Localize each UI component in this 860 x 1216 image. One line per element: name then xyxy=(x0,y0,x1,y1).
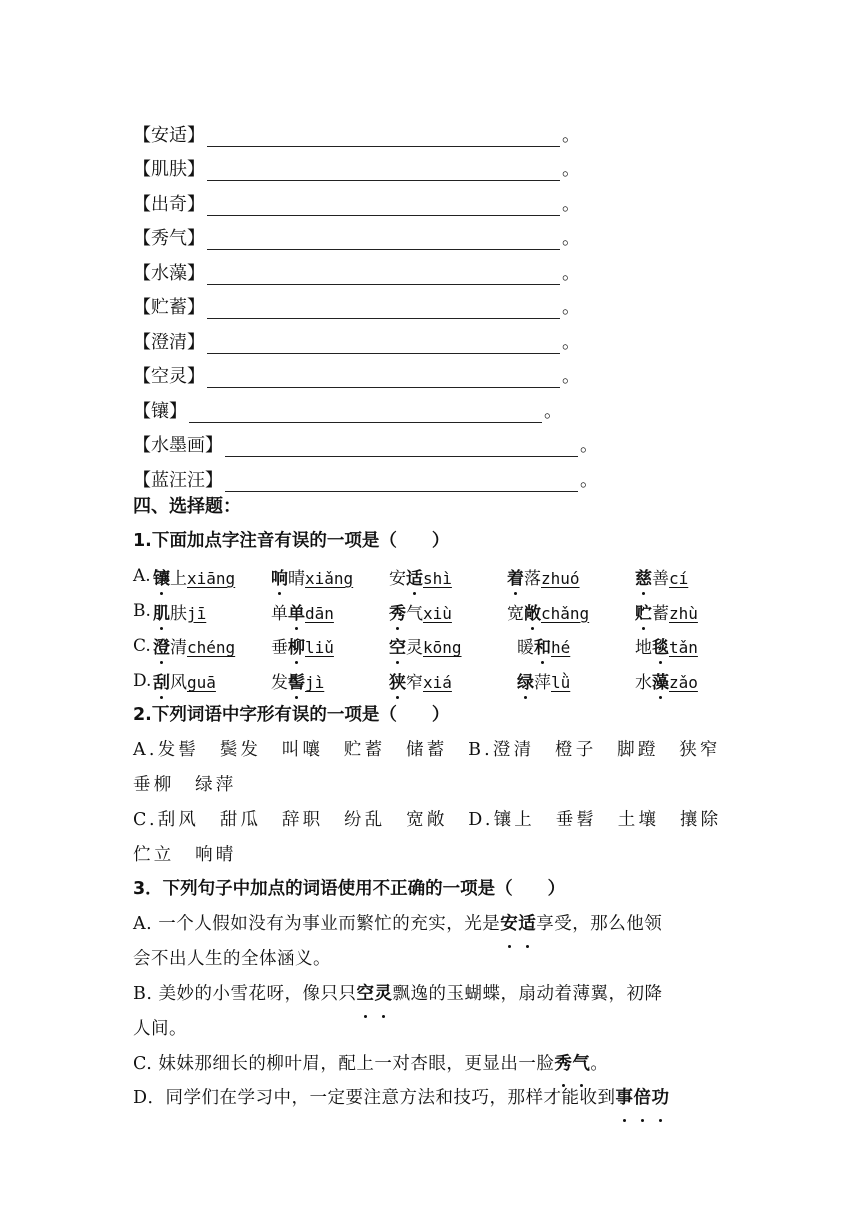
q3-option-b[interactable]: B. 美妙的小雪花呀，像只只空灵飘逸的玉蝴蝶，扇动着薄翼，初降 xyxy=(133,977,733,1012)
vocab-end: 。 xyxy=(544,400,562,422)
pinyin: dān xyxy=(305,603,334,623)
pinyin-item: 澄清chéng xyxy=(153,633,271,658)
pinyin: xiǎng xyxy=(305,568,354,588)
pinyin: shì xyxy=(423,568,452,588)
pinyin-item: 秀气xiù xyxy=(389,599,507,624)
answer-blank[interactable] xyxy=(207,128,560,147)
pinyin: xiāng xyxy=(187,568,236,588)
pinyin-item: 单单dān xyxy=(271,599,389,624)
q3-option-a[interactable]: A. 一个人假如没有为事业而繁忙的充实，光是安适享受，那么他领 xyxy=(133,907,733,942)
option-label: D. xyxy=(133,670,152,691)
vocab-end: 。 xyxy=(562,262,580,284)
answer-blank[interactable] xyxy=(207,231,560,250)
vocab-end: 。 xyxy=(580,469,598,491)
pinyin-item: 空灵kōng xyxy=(389,633,517,658)
vocab-row xyxy=(133,423,753,458)
pinyin: liǔ xyxy=(305,638,334,658)
q2-line: 垂柳 绿萍 xyxy=(133,774,237,795)
q1-option-b[interactable] xyxy=(133,594,733,629)
vocab-row xyxy=(133,216,753,251)
pinyin-item: 地毯tǎn xyxy=(635,633,698,658)
pinyin: zhuó xyxy=(541,568,580,588)
pinyin: lǜ xyxy=(551,673,571,693)
vocab-term: 【澄清】 xyxy=(133,331,205,353)
vocab-term: 【出奇】 xyxy=(133,193,205,215)
pinyin: chéng xyxy=(187,638,236,658)
q3-option-b-cont: 人间。 xyxy=(133,1018,187,1039)
pinyin-item: 绿萍lǜ xyxy=(517,668,635,693)
q1-option-d[interactable] xyxy=(133,663,733,698)
section-title: 四、选择题： xyxy=(133,496,241,517)
pinyin-item: 响晴xiǎng xyxy=(271,564,389,589)
pinyin-item: 刮风guā xyxy=(153,668,271,693)
vocab-row xyxy=(133,354,753,389)
answer-blank[interactable] xyxy=(189,404,542,423)
pinyin-item: 镶上xiāng xyxy=(153,564,271,589)
answer-blank[interactable] xyxy=(207,197,560,216)
question-2-title: 2.下列词语中字形有误的一项是（ ） xyxy=(133,705,450,726)
pinyin-item: 着落zhuó xyxy=(507,564,635,589)
pinyin: zǎo xyxy=(669,673,698,693)
option-label: C. xyxy=(133,635,151,656)
pinyin: cí xyxy=(669,568,689,588)
pinyin-item: 慈善cí xyxy=(635,564,688,589)
vocab-row xyxy=(133,181,753,216)
vocab-term: 【安适】 xyxy=(133,124,205,146)
q1-option-c[interactable] xyxy=(133,629,733,664)
q1-option-a[interactable] xyxy=(133,559,733,594)
vocab-term: 【贮蓄】 xyxy=(133,297,205,318)
q2-line: C.刮风 甜瓜 辞职 纷乱 宽敞 D.镶上 垂髫 土壤 攘除 xyxy=(133,809,722,830)
vocab-term: 【水藻】 xyxy=(133,262,205,284)
pinyin: jī xyxy=(187,603,207,623)
option-label: B. xyxy=(133,601,151,622)
answer-blank[interactable] xyxy=(207,369,560,388)
choice-section xyxy=(133,490,733,1116)
answer-blank[interactable] xyxy=(207,300,560,319)
answer-blank[interactable] xyxy=(207,162,560,181)
question-1-title: 1.下面加点字注音有误的一项是（ ） xyxy=(133,531,450,551)
vocab-end: 。 xyxy=(562,366,580,387)
answer-blank[interactable] xyxy=(225,473,578,492)
pinyin: xiá xyxy=(423,673,452,693)
pinyin-item: 安适shì xyxy=(389,564,507,589)
pinyin: xiù xyxy=(423,603,452,623)
answer-blank[interactable] xyxy=(207,266,560,285)
vocab-term: 【水墨画】 xyxy=(133,435,223,456)
pinyin: guā xyxy=(187,673,216,693)
vocab-end: 。 xyxy=(562,228,580,249)
pinyin: zhù xyxy=(669,603,698,623)
pinyin: jì xyxy=(305,673,325,693)
answer-blank[interactable] xyxy=(207,335,560,354)
q3-option-c[interactable]: C. 妹妹那细长的柳叶眉，配上一对杏眼，更显出一脸秀气。 xyxy=(133,1047,733,1082)
q2-line: 伫立 响晴 xyxy=(133,844,237,865)
pinyin-item: 贮蓄zhù xyxy=(635,599,698,624)
vocab-list xyxy=(133,112,753,492)
vocab-term: 【镶】 xyxy=(133,400,187,422)
pinyin-item: 发髻jì xyxy=(271,668,389,693)
option-label: A. xyxy=(133,566,151,587)
pinyin: tǎn xyxy=(669,638,698,658)
vocab-end: 。 xyxy=(562,297,580,318)
vocab-end: 。 xyxy=(562,124,580,146)
vocab-row xyxy=(133,112,753,147)
pinyin-item: 宽敞chǎng xyxy=(507,599,635,624)
vocab-row xyxy=(133,457,753,492)
vocab-row xyxy=(133,319,753,354)
answer-blank[interactable] xyxy=(225,438,578,457)
pinyin-item: 狭窄xiá xyxy=(389,668,517,693)
pinyin-item: 水藻zǎo xyxy=(635,668,698,693)
vocab-term: 【肌肤】 xyxy=(133,159,205,180)
vocab-term: 【秀气】 xyxy=(133,228,205,249)
question-3-title: 3．下列句子中加点的词语使用不正确的一项是（ ） xyxy=(133,879,566,900)
vocab-row xyxy=(133,285,753,320)
pinyin: chǎng xyxy=(541,603,590,623)
pinyin-item: 肌肤jī xyxy=(153,599,271,624)
pinyin: kōng xyxy=(423,638,462,658)
pinyin-item: 暖和hé xyxy=(517,633,635,658)
vocab-row xyxy=(133,250,753,285)
vocab-end: 。 xyxy=(562,193,580,215)
q2-line: A.发髻 鬓发 叫嚷 贮蓄 储蓄 B.澄清 橙子 脚蹬 狭窄 xyxy=(133,740,721,761)
vocab-end: 。 xyxy=(580,435,598,456)
pinyin: hé xyxy=(551,638,571,658)
q3-option-d[interactable]: D．同学们在学习中，一定要注意方法和技巧，那样才能收到事倍功 xyxy=(133,1081,733,1116)
vocab-row xyxy=(133,388,753,423)
vocab-end: 。 xyxy=(562,159,580,180)
vocab-row xyxy=(133,147,753,182)
pinyin-item: 垂柳liǔ xyxy=(271,633,389,658)
q3-option-a-cont: 会不出人生的全体涵义。 xyxy=(133,949,331,970)
vocab-end: 。 xyxy=(562,331,580,353)
vocab-term: 【蓝汪汪】 xyxy=(133,469,223,491)
vocab-term: 【空灵】 xyxy=(133,366,205,387)
